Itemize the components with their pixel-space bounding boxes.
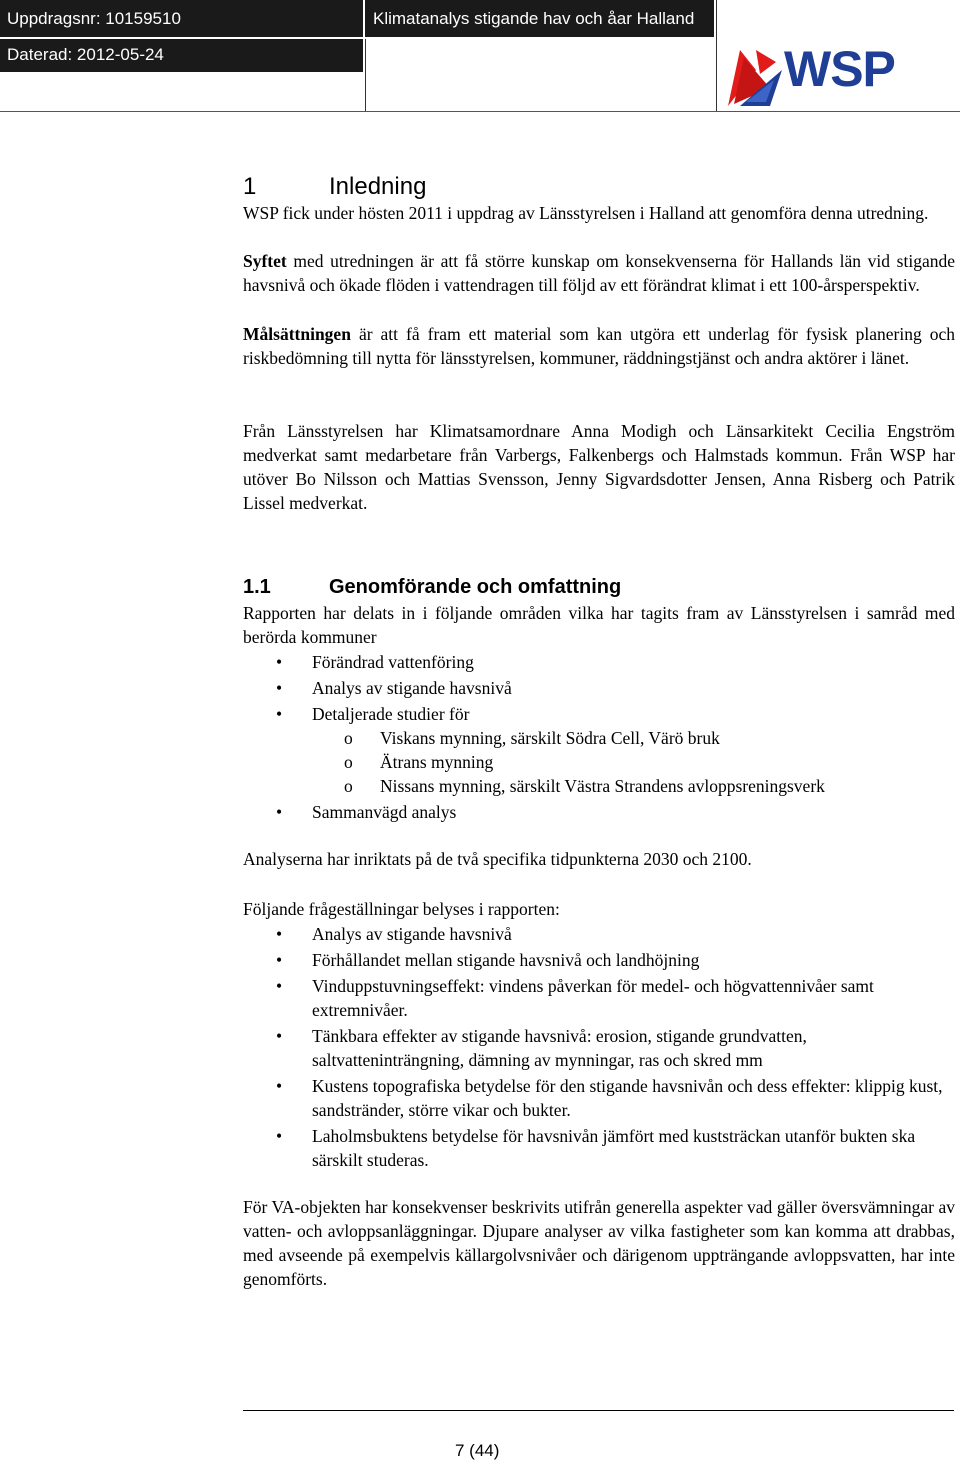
report-areas-list <box>243 650 955 826</box>
document-title: Klimatanalys stigande hav och åar Halland <box>365 0 714 37</box>
circle-bullet-icon: o <box>344 752 353 772</box>
document-date: Daterad: 2012-05-24 <box>0 39 363 72</box>
list-item: • Kustens topografiska betydelse för den stigande havsnivån och dess effekter: klippig kust, sandstränder, större vikar och bukter. <box>276 1076 943 1120</box>
header-empty-cell <box>365 39 714 112</box>
bullet-icon: • <box>276 976 283 996</box>
paragraph-intro: WSP fick under hösten 2011 i uppdrag av Länsstyrelsen i Halland att genomföra denna utredning. <box>243 203 929 223</box>
list-item: • Analys av stigande havsnivå <box>276 678 512 698</box>
page-number: 7 (44) <box>455 1441 500 1460</box>
paragraph-goal <box>243 322 955 370</box>
wsp-logo-mark-icon <box>726 40 786 108</box>
assignment-number: Uppdragsnr: 10159510 <box>0 0 363 37</box>
header-divider <box>0 111 960 112</box>
section-number: 1.1 <box>243 576 271 598</box>
footer-divider <box>243 1410 954 1411</box>
list-item: o Nissans mynning, särskilt Västra Strandens avloppsreningsverk <box>344 776 825 796</box>
bullet-icon: • <box>276 802 283 822</box>
paragraph-purpose <box>243 249 955 297</box>
bullet-icon: • <box>276 1076 283 1096</box>
circle-bullet-icon: o <box>344 776 353 796</box>
section-title: Inledning <box>329 173 427 200</box>
section-heading-1 <box>243 172 426 202</box>
bullet-icon: • <box>276 652 283 672</box>
section-number: 1 <box>243 173 257 200</box>
page-header <box>0 0 960 112</box>
purpose-label: Syftet <box>243 251 287 271</box>
section-heading-1-1 <box>243 574 621 600</box>
bullet-icon: • <box>276 924 283 944</box>
paragraph-participants: Från Länsstyrelsen har Klimatsamordnare Anna Modigh och Länsarkitekt Cecilia Engström medverkat samt medarbetare från Varbergs, Falkenbergs och Halmstads kommun. Från WSP har utöver Bo Nilsson och Mattias Svensson, Jenny Sigvardsdotter Jensen, Anna Risberg och Patrik Lissel medverkat. <box>243 421 955 513</box>
bullet-icon: • <box>276 704 283 724</box>
wsp-logo-text: WSP <box>784 41 895 97</box>
purpose-text: med utredningen är att få större kunskap om konsekvenserna för Hallands län vid stigande havsnivå och ökade flöden i vattendragen till följd av ett förändrat klimat i ett 100-årsperspektiv. <box>243 251 955 295</box>
bullet-icon: • <box>276 1126 283 1146</box>
list-item: • Detaljerade studier för o Viskans mynning, särskilt Södra Cell, Värö bruk o Ätrans mynning o Nissans mynning, särskilt Västra Strandens avloppsreningsverk <box>243 702 955 798</box>
paragraph-report-areas: Rapporten har delats in i följande områden vilka har tagits fram av Länsstyrelsen i samråd med berörda kommuner <box>243 603 955 647</box>
section-title: Genomförande och omfattning <box>329 576 622 598</box>
detail-studies-sublist <box>312 726 955 798</box>
bullet-icon: • <box>276 1026 283 1046</box>
list-item: • Tänkbara effekter av stigande havsnivå: erosion, stigande grundvatten, saltvatteninträngning, dämning av mynningar, ras och skred mm <box>276 1026 807 1070</box>
bullet-icon: • <box>276 950 283 970</box>
goal-text: är att få fram ett material som kan utgöra ett underlag för fysisk planering och riskbedömning till nytta för länsstyrelsen, kommuner, räddningstjänst och andra aktörer i länet. <box>243 324 955 368</box>
list-item: • Förändrad vattenföring <box>276 652 474 672</box>
paragraph-va-objects: För VA-objekten har konsekvenser beskrivits utifrån generella aspekter vad gäller översvämningar av vatten- och avloppsanläggningar. Djupare analyser av vilka fastigheter som kan komma att drabbas, med avseende på exempelvis källargolvsnivåer och därigenom uppträngande avloppsvatten, har inte genomförts. <box>243 1197 955 1289</box>
list-item: • Laholmsbuktens betydelse för havsnivån jämfört med kuststräckan utanför bukten ska särskilt studeras. <box>276 1126 916 1170</box>
list-item: o Viskans mynning, särskilt Södra Cell, Värö bruk <box>344 728 720 748</box>
paragraph-timepoints: Analyserna har inriktats på de två specifika tidpunkterna 2030 och 2100. <box>243 849 752 869</box>
list-item: • Förhållandet mellan stigande havsnivå och landhöjning <box>276 950 700 970</box>
paragraph-questions: Följande frågeställningar belyses i rapporten: <box>243 899 560 919</box>
bullet-icon: • <box>276 678 283 698</box>
list-item: o Ätrans mynning <box>344 752 494 772</box>
list-item: • Vinduppstuvningseffekt: vindens påverkan för medel- och högvattennivåer samt extremnivåer. <box>276 976 874 1020</box>
goal-label: Målsättningen <box>243 324 351 344</box>
circle-bullet-icon: o <box>344 728 353 748</box>
list-item: • Sammanvägd analys <box>276 802 457 822</box>
list-item: • Analys av stigande havsnivå <box>276 924 512 944</box>
questions-list <box>243 922 955 1174</box>
wsp-logo <box>726 40 926 108</box>
